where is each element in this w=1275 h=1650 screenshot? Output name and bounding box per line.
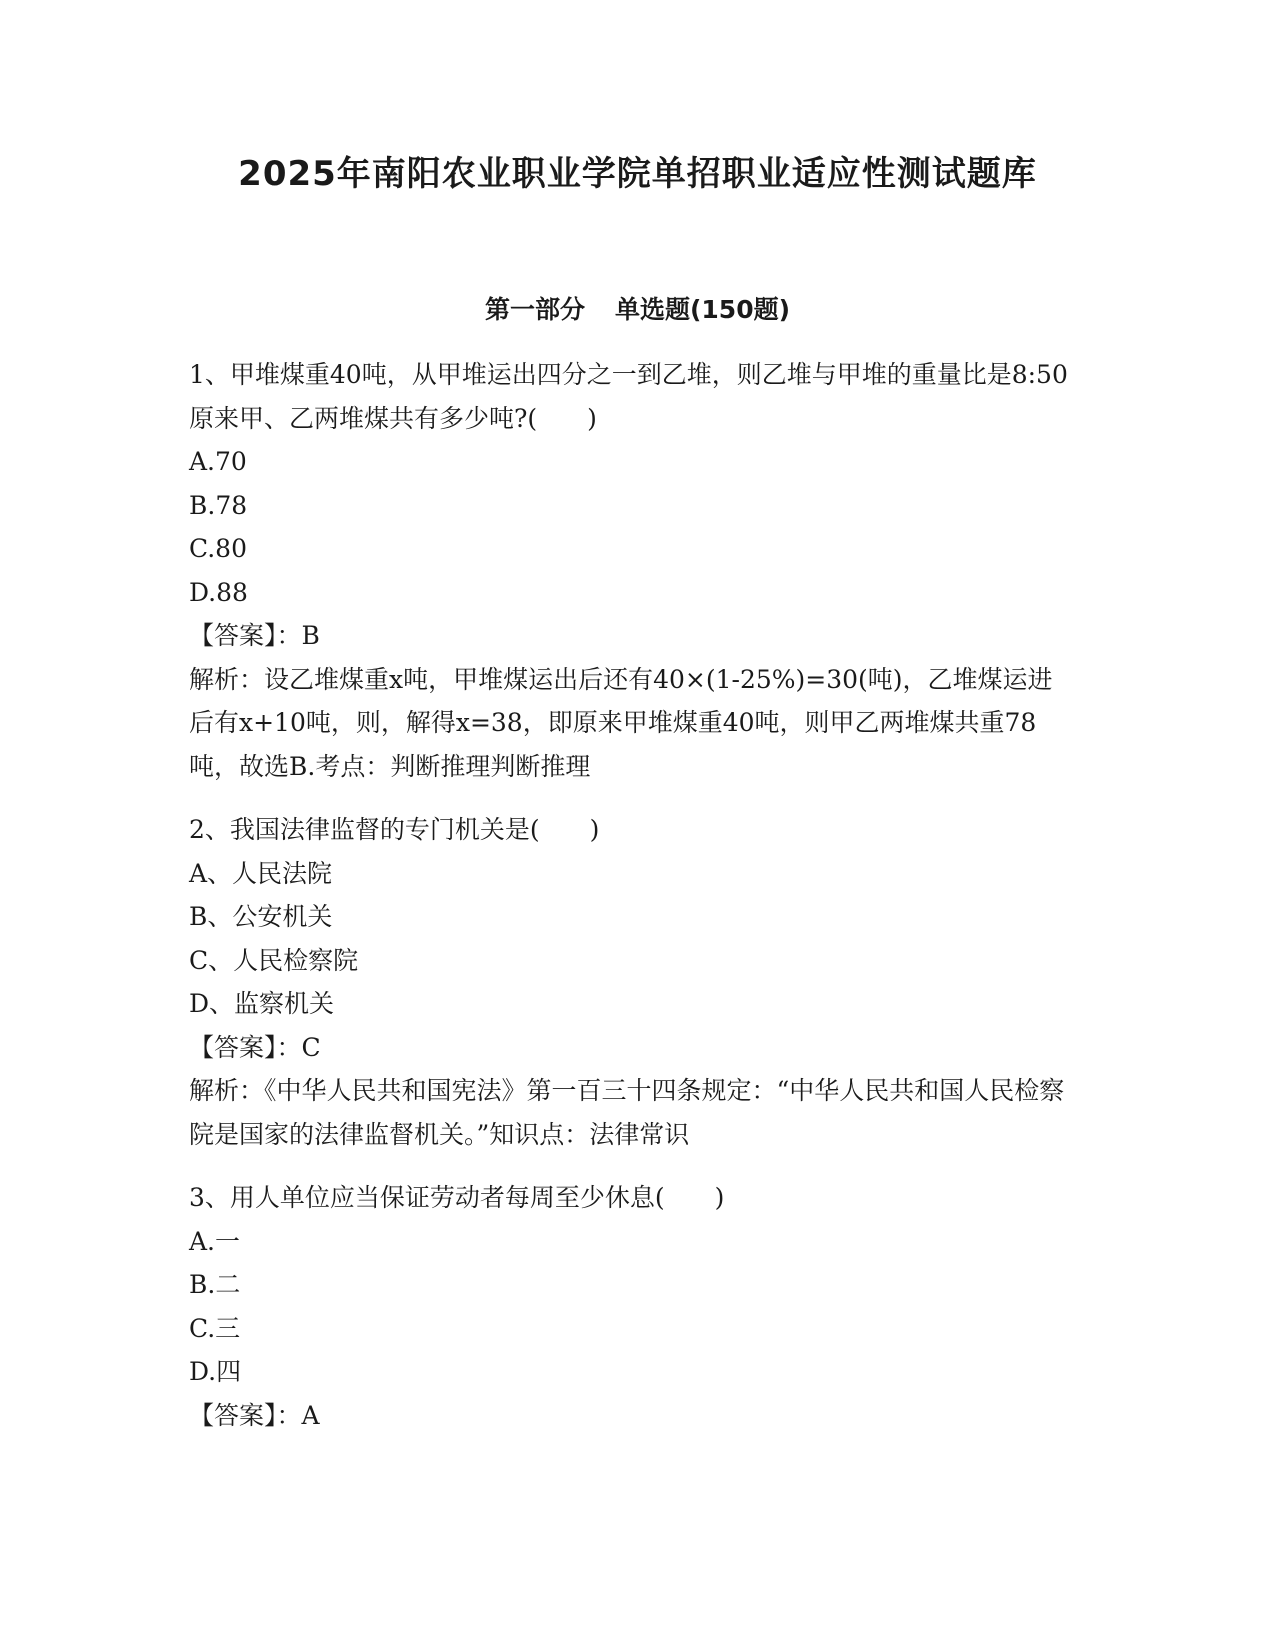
question-list <box>189 353 1069 1437</box>
analysis: 解析：设乙堆煤重x吨，甲堆煤运出后还有40×(1-25%)=30(吨)，乙堆煤运进后有x+10吨，则，解得x=38，即原来甲堆煤重40吨，则甲乙两堆煤共重78吨，故选B.考点：判断推理判断推理 <box>189 664 1053 781</box>
option-d: D.四 <box>189 1357 242 1386</box>
option-a: A、人民法院 <box>189 858 333 888</box>
option-a: A.一 <box>189 1226 241 1256</box>
option-b: B.78 <box>189 490 248 520</box>
analysis: 解析：《中华人民共和国宪法》第一百三十四条规定：“中华人民共和国人民检察院是国家的法律监督机关。”知识点：法律常识 <box>189 1076 1065 1149</box>
option-b: B、公安机关 <box>189 902 333 931</box>
answer: 【答案】：B <box>189 621 320 650</box>
option-a: A.70 <box>189 447 247 476</box>
option-d: D、监察机关 <box>189 989 335 1018</box>
option-d: D.88 <box>189 577 248 607</box>
question-stem: 3、用人单位应当保证劳动者每周至少休息( ) <box>189 1183 725 1212</box>
document-title: 2025年南阳农业职业学院单招职业适应性测试题库 <box>238 154 1037 194</box>
option-b: B.二 <box>189 1270 241 1299</box>
section-heading <box>0 292 1275 328</box>
answer: 【答案】：C <box>189 1032 321 1062</box>
option-c: C.三 <box>189 1313 241 1343</box>
answer: 【答案】：A <box>189 1400 320 1430</box>
option-c: C、人民检察院 <box>189 945 359 975</box>
question-2 <box>189 808 1069 1156</box>
question-stem: 2、我国法律监督的专门机关是( ) <box>189 815 600 844</box>
option-c: C.80 <box>189 534 247 563</box>
question-3 <box>189 1176 1069 1437</box>
question-stem: 1、甲堆煤重40吨，从甲堆运出四分之一到乙堆，则乙堆与甲堆的重量比是8:50原来甲、乙两堆煤共有多少吨?( ) <box>189 360 1068 433</box>
section-name: 单选题(150题) <box>614 295 791 324</box>
question-1 <box>189 353 1069 788</box>
section-part: 第一部分 <box>484 295 585 324</box>
